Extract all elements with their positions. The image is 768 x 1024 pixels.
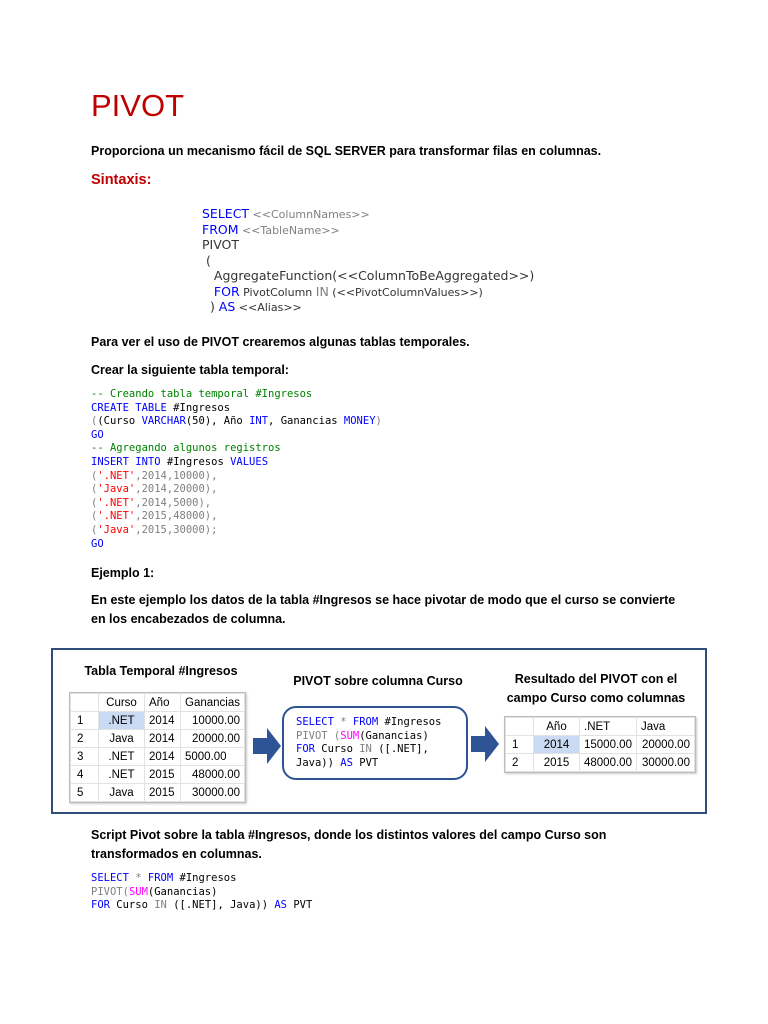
pivot-sql-box: SELECT * FROM #Ingresos PIVOT (SUM(Ganancias) FOR Curso IN ([.NET], Java)) AS PVT xyxy=(282,706,468,780)
source-table: Curso Año Ganancias 1 .NET 2014 10000.00 2 Java 2014 20000.00 3 .NET 2014 5000.00 4 .NET 2015 48000.00 5 Java 2015 30000.00 xyxy=(69,692,246,803)
table-row: 1 2014 15000.00 20000.00 xyxy=(506,736,695,754)
page-title: PIVOT xyxy=(91,88,185,123)
result-table: Año .NET Java 1 2014 15000.00 20000.00 2 2015 48000.00 30000.00 xyxy=(504,716,696,773)
pivot-code-block: SELECT * FROM #Ingresos PIVOT(SUM(Ganancias) FOR Curso IN ([.NET], Java)) AS PVT xyxy=(91,872,313,912)
sintaxis-heading: Sintaxis: xyxy=(91,172,152,188)
create-code-block: -- Creando tabla temporal #Ingresos CREATE TABLE #Ingresos ((Curso VARCHAR(50), Año INT, Ganancias MONEY) GO -- Agregando algunos registros INSERT INTO #Ingresos VALUES ('.NET',2014,10000), ('Java',2014,20000), ('.NET',2014,5000), ('.NET',2015,48000), ('Java',2015,30000); GO xyxy=(91,388,382,550)
table-row: 2 Java 2014 20000.00 xyxy=(71,730,245,748)
table-row: 1 .NET 2014 10000.00 xyxy=(71,712,245,730)
script-text: Script Pivot sobre la tabla #Ingresos, donde los distintos valores del campo Curso son transformados en columnas. xyxy=(91,828,607,861)
syntax-block: SELECT <<ColumnNames>> FROM <<TableName>> PIVOT ( AggregateFunction(<<ColumnToBeAggregated>>) FOR PivotColumn IN (<<PivotColumnValues>>) ) AS <<Alias>> xyxy=(202,206,535,314)
table-row: 2 2015 48000.00 30000.00 xyxy=(506,754,695,772)
left-table-label: Tabla Temporal #Ingresos xyxy=(84,664,238,678)
arrow-right-icon xyxy=(471,726,499,762)
ejemplo-heading: Ejemplo 1: xyxy=(91,566,155,580)
temp-tables-text: Para ver el uso de PIVOT crearemos algunas tablas temporales. xyxy=(91,335,470,349)
table-row: 4 .NET 2015 48000.00 xyxy=(71,766,245,784)
right-table-label: Resultado del PIVOT con el campo Curso como columnas xyxy=(506,672,686,705)
mid-label: PIVOT sobre columna Curso xyxy=(293,674,463,688)
table-row: 5 Java 2015 30000.00 xyxy=(71,784,245,802)
ejemplo-text: En este ejemplo los datos de la tabla #Ingresos se hace pivotar de modo que el curso se convierte en los encabezados de columna. xyxy=(91,593,676,626)
arrow-right-icon xyxy=(253,728,281,764)
pivot-diagram xyxy=(51,648,707,814)
intro-text: Proporciona un mecanismo fácil de SQL SERVER para transformar filas en columnas. xyxy=(91,144,602,158)
create-table-text: Crear la siguiente tabla temporal: xyxy=(91,363,289,377)
table-row: 3 .NET 2014 5000.00 xyxy=(71,748,245,766)
